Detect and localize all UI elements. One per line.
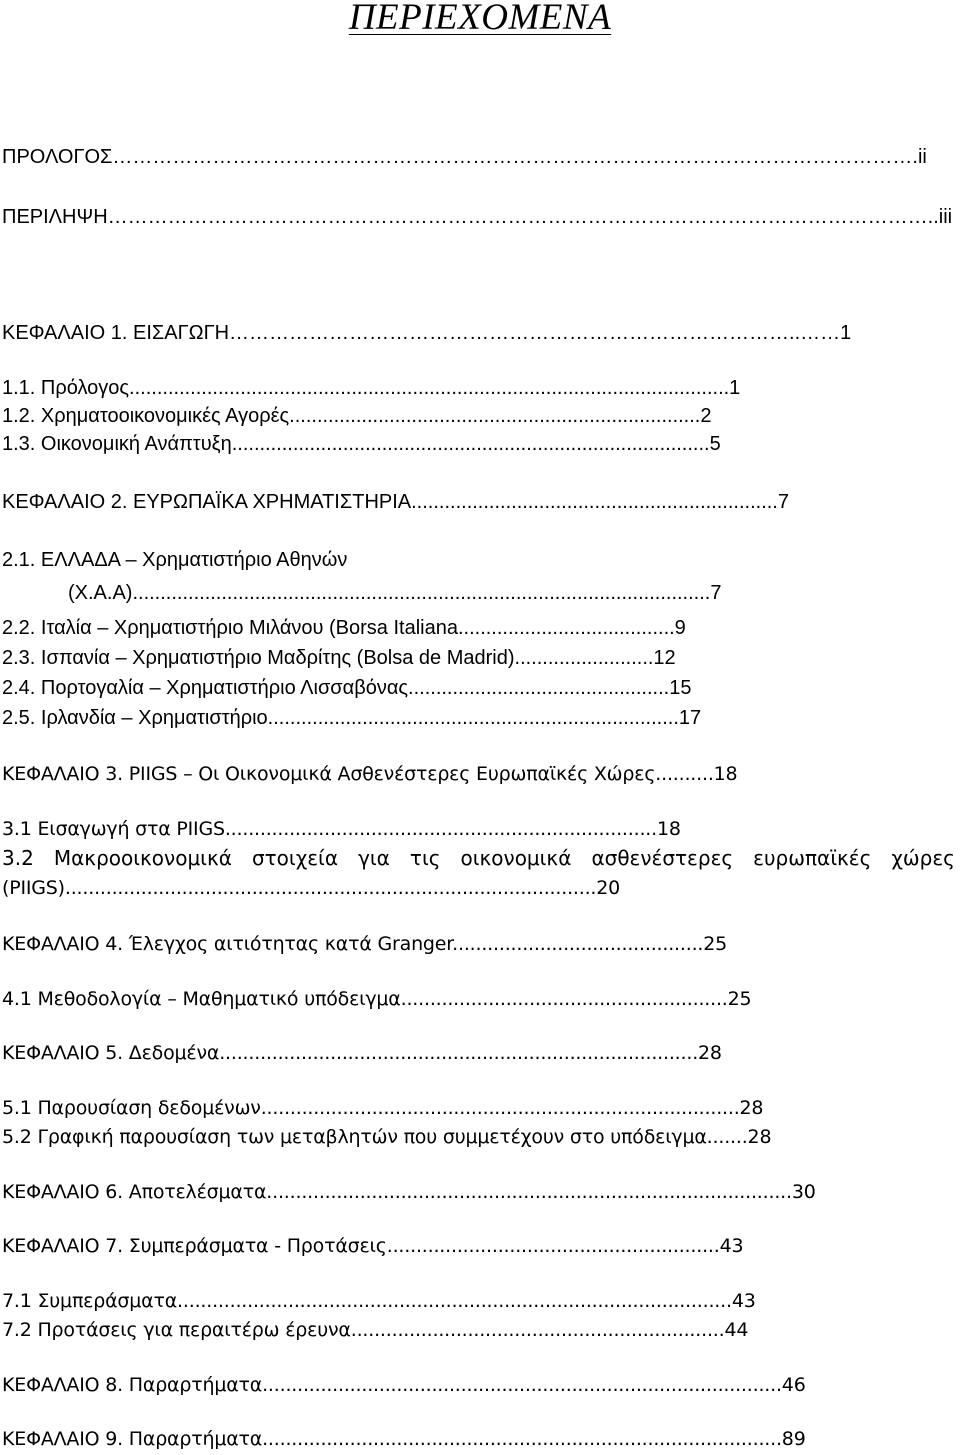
toc-entry-3-2-word: για: [358, 846, 390, 870]
toc-entry-chapter-1[interactable]: ΚΕΦΑΛΑΙΟ 1. ΕΙΣΑΓΩΓΗ…………………………………………………………………………..……1: [2, 322, 852, 344]
toc-entry-3-2-word: τις: [409, 846, 441, 870]
toc-entry-3-2-word: 3.2: [2, 846, 34, 870]
toc-entry-3-2-word: οικονομικά: [460, 846, 572, 870]
toc-entry-7-1[interactable]: 7.1 Συμπεράσματα...............................................................................................43: [2, 1290, 756, 1312]
toc-entry-3-2-word: ασθενέστερες: [591, 846, 734, 870]
toc-entry-chapter-2[interactable]: ΚΕΦΑΛΑΙΟ 2. ΕΥΡΩΠΑΪΚΑ ΧΡΗΜΑΤΙΣΤΗΡΙΑ..................................................................7: [2, 491, 789, 513]
toc-entry-1-2[interactable]: 1.2. Χρηματοοικονομικές Αγορές..........................................................................2: [2, 405, 712, 427]
toc-entry-7-2[interactable]: 7.2 Προτάσεις για περαιτέρω έρευνα................................................................44: [2, 1319, 749, 1341]
toc-entry-5-1[interactable]: 5.1 Παρουσίαση δεδομένων..................................................................................28: [2, 1097, 764, 1119]
toc-entry-2-1[interactable]: 2.1. ΕΛΛΑΔΑ – Χρηματιστήριο Αθηνών: [2, 549, 348, 571]
page-title: ΠΕΡΙΕΧΟΜΕΝΑ: [348, 0, 612, 38]
toc-entry-2-3[interactable]: 2.3. Ισπανία – Χρηματιστήριο Μαδρίτης (Bolsa de Madrid).........................12: [2, 647, 676, 669]
toc-entry-5-2[interactable]: 5.2 Γραφική παρουσίαση των μεταβλητών που συμμετέχουν στο υπόδειγμα.......28: [2, 1126, 772, 1148]
toc-entry-chapter-5[interactable]: ΚΕΦΑΛΑΙΟ 5. Δεδομένα..................................................................................28: [2, 1042, 722, 1064]
toc-entry-3-2-cont[interactable]: (PIIGS)...........................................................................................20: [2, 877, 621, 899]
toc-entry-prologue[interactable]: ΠΡΟΛΟΓΟΣ………………………………………………………………………………………………………….ii: [2, 146, 927, 168]
toc-entry-3-2-word: ευρωπαϊκές: [753, 846, 872, 870]
toc-entry-chapter-3[interactable]: ΚΕΦΑΛΑΙΟ 3. PIIGS – Οι Οικονομικά Ασθενέστερες Ευρωπαϊκές Χώρες..........18: [2, 763, 738, 785]
toc-entry-chapter-9[interactable]: ΚΕΦΑΛΑΙΟ 9. Παραρτήματα.........................................................................................89: [2, 1428, 806, 1450]
toc-entry-3-2-word: στοιχεία: [251, 846, 339, 870]
toc-entry-2-1-cont[interactable]: (Χ.Α.Α)........................................................................................................7: [68, 582, 722, 604]
toc-entry-1-3[interactable]: 1.3. Οικονομική Ανάπτυξη......................................................................................5: [2, 433, 721, 455]
toc-entry-chapter-4[interactable]: ΚΕΦΑΛΑΙΟ 4. Έλεγχος αιτιότητας κατά Granger...........................................25: [2, 933, 728, 955]
toc-entry-2-4[interactable]: 2.4. Πορτογαλία – Χρηματιστήριο Λισσαβόνας...............................................15: [2, 677, 692, 699]
toc-entry-3-1[interactable]: 3.1 Εισαγωγή στα PIIGS..........................................................................18: [2, 818, 681, 840]
toc-entry-2-2[interactable]: 2.2. Ιταλία – Χρηματιστήριο Μιλάνου (Borsa Italiana.......................................9: [2, 617, 686, 639]
toc-entry-3-2-word: Μακροοικονομικά: [53, 846, 232, 870]
toc-entry-1-1[interactable]: 1.1. Πρόλογος............................................................................................................1: [2, 377, 741, 399]
toc-entry-summary[interactable]: ΠΕΡΙΛΗΨΗ……………………………………………………………………………………………………………..iii: [2, 206, 953, 228]
toc-entry-3-2[interactable]: [2, 846, 955, 870]
toc-entry-chapter-8[interactable]: ΚΕΦΑΛΑΙΟ 8. Παραρτήματα.........................................................................................46: [2, 1374, 806, 1396]
toc-entry-chapter-7[interactable]: ΚΕΦΑΛΑΙΟ 7. Συμπεράσματα - Προτάσεις.........................................................43: [2, 1235, 744, 1257]
toc-entry-4-1[interactable]: 4.1 Μεθοδολογία – Μαθηματικό υπόδειγμα........................................................25: [2, 988, 752, 1010]
toc-entry-2-5[interactable]: 2.5. Ιρλανδία – Χρηματιστήριο..........................................................................17: [2, 707, 702, 729]
toc-entry-chapter-6[interactable]: ΚΕΦΑΛΑΙΟ 6. Αποτελέσματα..........................................................................................30: [2, 1181, 816, 1203]
toc-entry-3-2-word: χώρες: [891, 846, 955, 870]
